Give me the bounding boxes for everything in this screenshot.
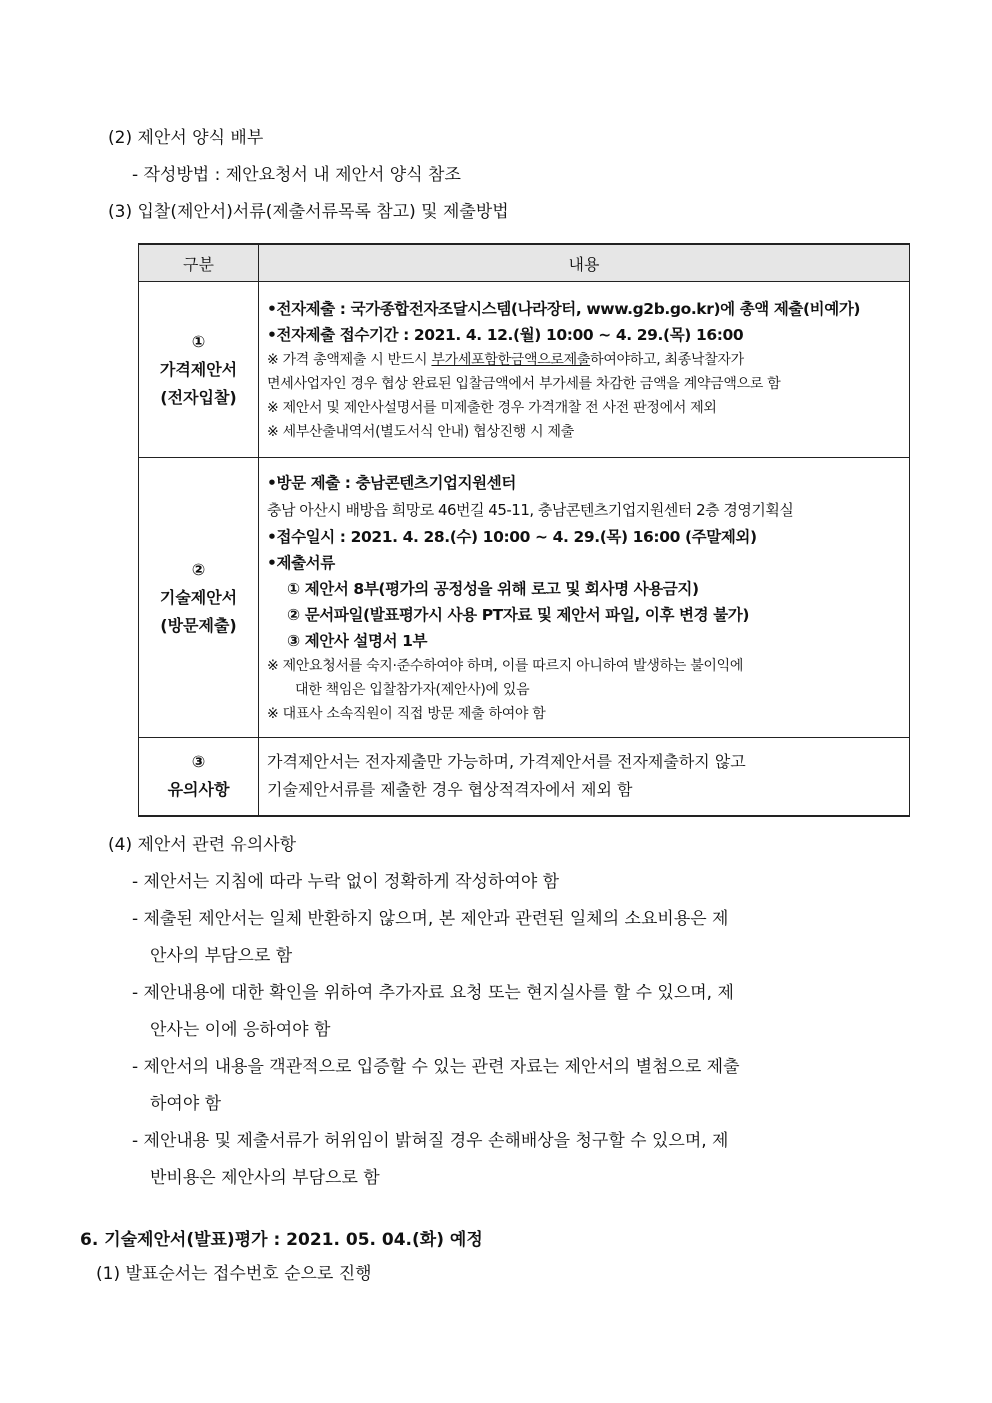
section6-item: (1) 발표순서는 접수번호 순으로 진행 [96,1264,372,1284]
section4-item-2: - 제출된 제안서는 일체 반환하지 않으며, 본 제안과 관련된 일체의 소요비용은 제 [132,909,729,929]
row1-label [139,282,259,458]
header-content: 내용 [259,244,910,282]
section2-item: - 작성방법 : 제안요청서 내 제안서 양식 참조 [132,165,461,185]
table-row-price-proposal [139,282,910,458]
section4-item-3: - 제안내용에 대한 확인을 위하여 추가자료 요청 또는 현지실사를 할 수 있으며, 제 [132,983,734,1003]
header-category: 구분 [139,244,259,282]
row2-doc2: ② 문서파일(발표평가시 사용 PT자료 및 제안서 파일, 이후 변경 불가) [287,605,750,624]
section4-item-4: - 제안서의 내용을 객관적으로 입증할 수 있는 관련 자료는 제안서의 별첨으로 제출 [132,1057,740,1077]
row1-subtitle: (전자입찰) [160,387,237,407]
section3-heading: (3) 입찰(제안서)서류(제출서류목록 참고) 및 제출방법 [108,202,509,222]
row1-note3: ※ 세부산출내역서(별도서식 안내) 협상진행 시 제출 [267,423,574,440]
row3-title: 유의사항 [167,780,230,800]
row2-line3: •접수일시 : 2021. 4. 28.(수) 10:00 ~ 4. 29.(목) 16:00 (주말제외) [267,527,757,546]
row1-title: 가격제안서 [159,359,238,379]
row1-content [259,282,910,458]
row3-content [259,738,910,816]
row2-doc1: ① 제안서 8부(평가의 공정성을 위해 로고 및 회사명 사용금지) [287,579,699,598]
section4-item-4-cont: 하여야 함 [150,1094,222,1114]
row2-subtitle: (방문제출) [160,615,237,635]
submission-table [138,243,910,817]
row2-title: 기술제안서 [159,587,238,607]
row1-number: ① [191,331,206,351]
row2-note1: ※ 제안요청서를 숙지·준수하여야 하며, 이를 따르지 아니하여 발생하는 불이익에 [267,657,744,674]
section4-item-5: - 제안내용 및 제출서류가 허위임이 밝혀질 경우 손해배상을 청구할 수 있으며, 제 [132,1131,729,1151]
row2-line4: •제출서류 [267,553,335,572]
section4-heading: (4) 제안서 관련 유의사항 [108,835,297,855]
row2-label [139,458,259,738]
row1-note1-underlined: 부가세포함한금액으로제출 [431,351,591,368]
row1-note1-pre: ※ 가격 총액제출 시 반드시 [267,351,432,368]
section6-heading: 6. 기술제안서(발표)평가 : 2021. 05. 04.(화) 예정 [80,1230,483,1250]
row2-note2: ※ 대표사 소속직원이 직접 방문 제출 하여야 함 [267,705,546,722]
row1-note1-post: 하여야하고, 최종낙찰자가 [590,351,744,368]
table-row-tech-proposal [139,458,910,738]
row3-line2: 기술제안서류를 제출한 경우 협상적격자에서 제외 함 [267,780,633,800]
row2-line1: •방문 제출 : 충남콘텐츠기업지원센터 [267,473,516,492]
row2-number: ② [191,559,206,579]
row3-number: ③ [191,752,206,772]
section4-item-3-cont: 안사는 이에 응하여야 함 [150,1020,331,1040]
row1-line1: •전자제출 : 국가종합전자조달시스템(나라장터, www.g2b.go.kr)에 총액 제출(비예가) [267,299,861,318]
row1-note1b: 면세사업자인 경우 협상 완료된 입찰금액에서 부가세를 차감한 금액을 계약금액으로 함 [267,375,781,392]
table-header-row [139,244,910,282]
row1-note1 [267,348,901,372]
section4-item-5-cont: 반비용은 제안사의 부담으로 함 [150,1168,380,1188]
row3-line1: 가격제안서는 전자제출만 가능하며, 가격제안서를 전자제출하지 않고 [267,752,746,772]
table-row-notes [139,738,910,816]
section2-heading: (2) 제안서 양식 배부 [108,128,264,148]
row3-label [139,738,259,816]
section4-item-1: - 제안서는 지침에 따라 누락 없이 정확하게 작성하여야 함 [132,872,560,892]
row2-content [259,458,910,738]
row2-doc3: ③ 제안사 설명서 1부 [287,631,428,650]
section4-item-2-cont: 안사의 부담으로 함 [150,946,293,966]
row1-line2: •전자제출 접수기간 : 2021. 4. 12.(월) 10:00 ~ 4. 29.(목) 16:00 [267,325,744,344]
row2-address: 충남 아산시 배방읍 희망로 46번길 45-11, 충남콘텐츠기업지원센터 2층 경영기획실 [267,500,794,519]
row1-note2: ※ 제안서 및 제안사설명서를 미제출한 경우 가격개찰 전 사전 판정에서 제외 [267,399,717,416]
row2-note1b: 대한 책임은 입찰참가자(제안사)에 있음 [295,681,530,698]
